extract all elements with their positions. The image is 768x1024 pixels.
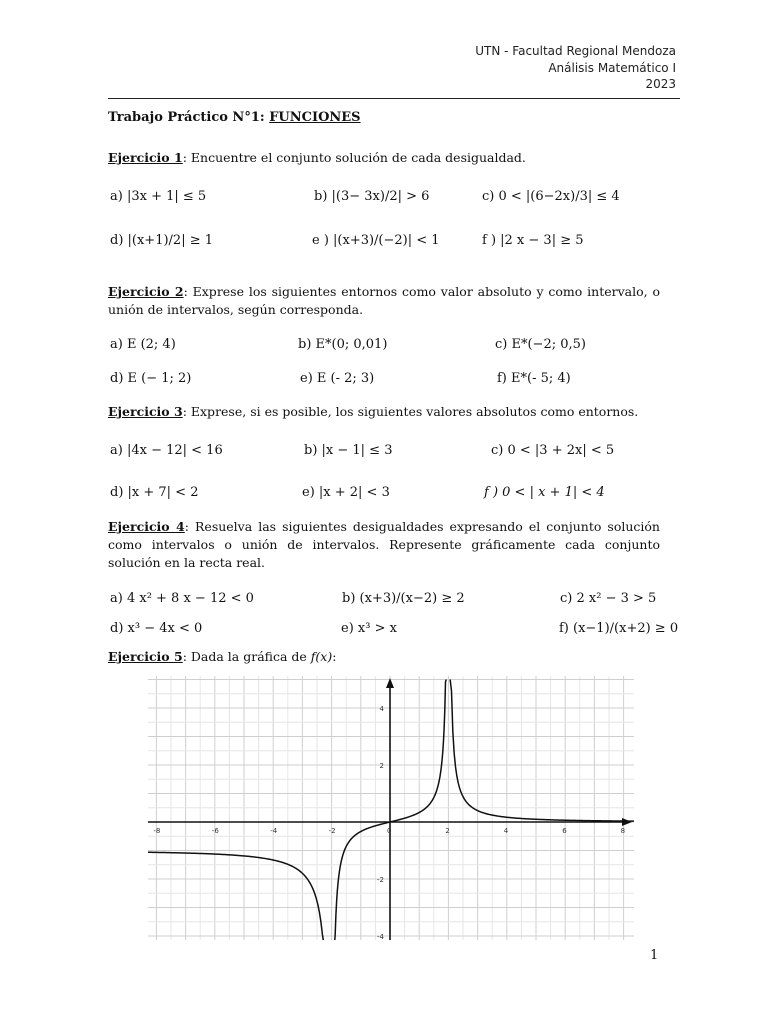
exercise-4-text: : Resuelva las siguientes desigualdades expresando el conjunto solución como intervalos o unión de intervalos. Represente gráficamente cada conjunto solución en la recta real. [108,519,660,570]
exercise-4-heading [108,518,660,572]
exercise-5-fx: f(x) [310,649,333,664]
page-title [108,110,361,125]
x-tick-label: 8 [620,827,626,835]
x-tick-label: 0 [387,827,392,835]
ex1-item-a: a) |3x + 1| ≤ 5 [110,189,207,204]
exercise-3-label: Ejercicio 3 [108,404,183,419]
ex2-item-e: e) E (- 2; 3) [300,371,375,386]
exercise-5-label: Ejercicio 5 [108,649,183,664]
ex2-item-c: c) E*(−2; 0,5) [495,337,586,352]
curve-branch-left [148,852,329,940]
function-graph [148,676,634,940]
exercise-5-colon: : [332,649,337,664]
x-tick-label: -4 [270,827,278,835]
exercise-2-text: : Exprese los siguientes entornos como valor absoluto y como intervalo, o unión de intervalos, según corresponda. [108,284,660,317]
ex1-item-d: d) |(x+1)/2| ≥ 1 [110,233,214,248]
y-tick-label: 4 [379,705,384,713]
ex3-item-b: b) |x − 1| ≤ 3 [304,443,393,458]
header-institution: UTN - Facultad Regional Mendoza [475,44,676,58]
header-rule [108,98,680,99]
exercise-3-text: : Exprese, si es posible, los siguientes valores absolutos como entornos. [182,404,639,419]
ex3-item-f: f ) 0 < | x + 1| < 4 [484,485,605,500]
title-prefix: Trabajo Práctico N°1: [108,110,270,125]
ex4-item-e: e) x³ > x [341,621,397,636]
ex4-item-f: f) (x−1)/(x+2) ≥ 0 [559,621,679,636]
ex4-item-a: a) 4 x² + 8 x − 12 < 0 [110,591,254,606]
ex1-item-f: f ) |2 x − 3| ≥ 5 [482,233,584,248]
exercise-1-label: Ejercicio 1 [108,150,183,165]
ex2-item-d: d) E (− 1; 2) [110,371,192,386]
exercise-1-text: : Encuentre el conjunto solución de cada desigualdad. [182,150,526,165]
exercise-5-heading [108,649,336,664]
page-number: 1 [650,948,659,963]
ex2-item-a: a) E (2; 4) [110,337,176,352]
y-tick-label: -4 [377,933,384,940]
ex4-item-d: d) x³ − 4x < 0 [110,621,203,636]
exercise-3-heading [108,404,638,419]
exercise-2-label: Ejercicio 2 [108,284,184,299]
ex3-item-a: a) |4x − 12| < 16 [110,443,223,458]
ex4-item-b: b) (x+3)/(x−2) ≥ 2 [342,591,465,606]
ex3-item-d: d) |x + 7| < 2 [110,485,199,500]
header-course: Análisis Matemático I [548,61,676,75]
exercise-2-heading [108,283,660,319]
exercise-5-text: : Dada la gráfica de [182,649,311,664]
ex4-item-c: c) 2 x² − 3 > 5 [560,591,657,606]
y-tick-label: -2 [377,876,384,884]
x-tick-label: -2 [328,827,336,835]
y-tick-label: 2 [379,762,384,770]
ex3-item-c: c) 0 < |3 + 2x| < 5 [491,443,615,458]
x-tick-label: -6 [211,827,219,835]
x-tick-label: -8 [153,827,161,835]
ex1-item-e: e ) |(x+3)/(−2)| < 1 [312,233,440,248]
ex1-item-b: b) |(3− 3x)/2| > 6 [314,189,430,204]
ex1-item-c: c) 0 < |(6−2x)/3| ≤ 4 [482,189,620,204]
x-tick-label: 4 [503,827,509,835]
title-topic: FUNCIONES [269,110,361,125]
x-tick-label: 6 [562,827,567,835]
exercise-1-heading [108,150,526,165]
x-tick-label: 2 [445,827,450,835]
ex3-item-e: e) |x + 2| < 3 [302,485,390,500]
header-year: 2023 [645,77,676,91]
ex2-item-b: b) E*(0; 0,01) [298,337,388,352]
ex2-item-f: f) E*(- 5; 4) [497,371,571,386]
x-axis-arrow-icon [622,818,632,826]
exercise-4-label: Ejercicio 4 [108,519,185,534]
